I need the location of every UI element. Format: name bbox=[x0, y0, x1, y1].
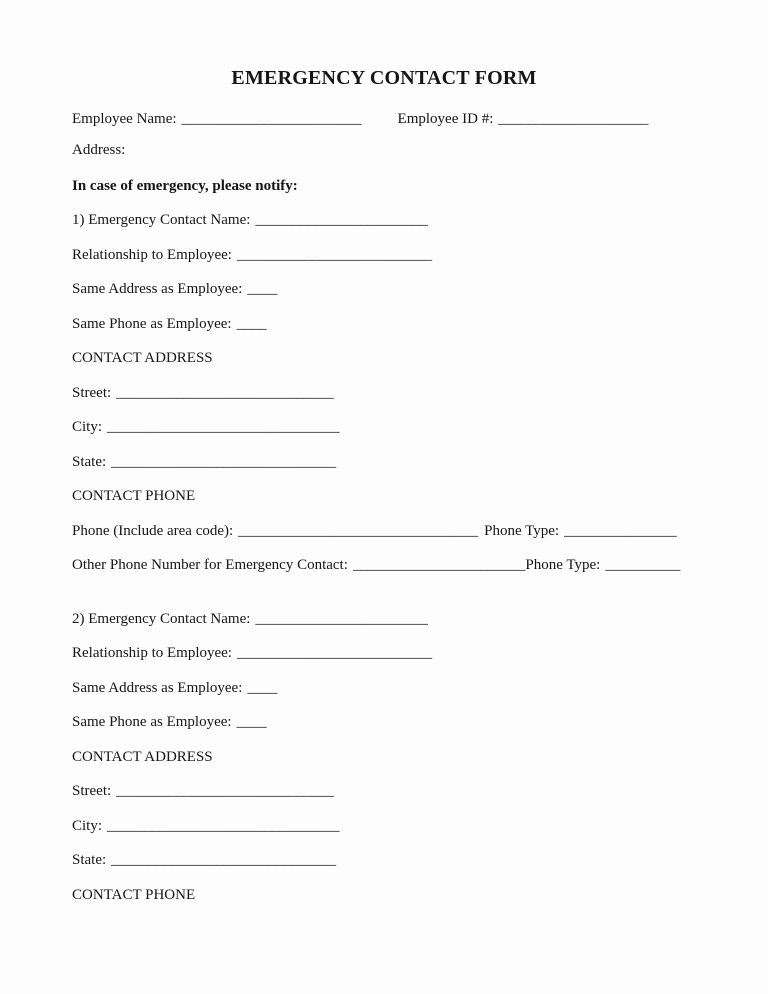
state-row bbox=[72, 445, 708, 480]
contact-phone-heading: CONTACT PHONE bbox=[72, 886, 196, 903]
employee-id-field[interactable]: ____________________ bbox=[498, 111, 649, 127]
same-address-row bbox=[72, 272, 708, 307]
state-field[interactable]: ______________________________ bbox=[111, 852, 337, 868]
contact-name-label: 1) Emergency Contact Name: bbox=[72, 212, 251, 228]
notify-heading: In case of emergency, please notify: bbox=[72, 177, 298, 194]
phone-field[interactable]: ________________________________ bbox=[238, 522, 479, 539]
relationship-field[interactable]: __________________________ bbox=[236, 246, 432, 263]
state-row bbox=[72, 843, 708, 878]
city-row bbox=[72, 809, 708, 844]
contact-name-field[interactable]: _______________________ bbox=[255, 610, 428, 627]
contact-phone-heading: CONTACT PHONE bbox=[72, 488, 196, 504]
contact-name-row bbox=[72, 602, 708, 637]
other-phone-type-field[interactable]: __________ bbox=[605, 557, 681, 573]
same-phone-row bbox=[72, 705, 708, 740]
relationship-row bbox=[72, 636, 708, 671]
employee-address-row bbox=[72, 137, 708, 163]
phone-type-field[interactable]: _______________ bbox=[564, 522, 677, 539]
contact-block-1 bbox=[72, 203, 708, 583]
same-phone-label: Same Phone as Employee: bbox=[72, 714, 232, 730]
street-label: Street: bbox=[72, 783, 112, 799]
street-row bbox=[72, 376, 708, 411]
contact-address-heading: CONTACT ADDRESS bbox=[72, 748, 213, 765]
employee-address-label: Address: bbox=[72, 141, 126, 158]
contact-block-2 bbox=[72, 602, 708, 913]
street-row bbox=[72, 774, 708, 809]
relationship-label: Relationship to Employee: bbox=[72, 645, 232, 661]
same-phone-field[interactable]: ____ bbox=[236, 714, 267, 730]
other-phone-label: Other Phone Number for Emergency Contact: bbox=[72, 557, 348, 573]
state-field[interactable]: ______________________________ bbox=[111, 453, 337, 470]
same-phone-row bbox=[72, 307, 708, 342]
same-address-field[interactable]: ____ bbox=[247, 679, 278, 696]
city-label: City: bbox=[72, 817, 103, 834]
form-title: EMERGENCY CONTACT FORM bbox=[231, 67, 537, 89]
same-address-row bbox=[72, 671, 708, 706]
phone-type-label: Phone Type: bbox=[484, 522, 560, 539]
city-field[interactable]: _______________________________ bbox=[107, 817, 340, 834]
street-field[interactable]: _____________________________ bbox=[116, 384, 334, 401]
relationship-label: Relationship to Employee: bbox=[72, 246, 232, 263]
form-body bbox=[72, 102, 708, 912]
contact-name-row bbox=[72, 203, 708, 238]
street-field[interactable]: _____________________________ bbox=[116, 783, 334, 799]
relationship-row bbox=[72, 238, 708, 273]
same-address-field[interactable]: ____ bbox=[247, 281, 278, 297]
other-phone-field[interactable]: _______________________ bbox=[352, 557, 526, 573]
phone-label: Phone (Include area code): bbox=[72, 522, 234, 539]
employee-name-row bbox=[72, 102, 708, 137]
city-row bbox=[72, 410, 708, 445]
employee-id-label: Employee ID #: bbox=[397, 111, 494, 127]
same-phone-label: Same Phone as Employee: bbox=[72, 315, 232, 332]
same-address-label: Same Address as Employee: bbox=[72, 679, 243, 696]
other-phone-row bbox=[72, 548, 708, 583]
contact-name-label: 2) Emergency Contact Name: bbox=[72, 610, 251, 627]
state-label: State: bbox=[72, 453, 107, 470]
other-phone-type-label: Phone Type: bbox=[525, 557, 601, 573]
street-label: Street: bbox=[72, 384, 112, 401]
employee-name-field[interactable]: ________________________ bbox=[181, 111, 362, 127]
contact-name-field[interactable]: _______________________ bbox=[255, 212, 428, 228]
same-address-label: Same Address as Employee: bbox=[72, 281, 243, 297]
relationship-field[interactable]: __________________________ bbox=[236, 645, 432, 661]
contact-address-heading: CONTACT ADDRESS bbox=[72, 350, 213, 366]
same-phone-field[interactable]: ____ bbox=[236, 315, 267, 332]
state-label: State: bbox=[72, 852, 107, 868]
phone-row bbox=[72, 514, 708, 549]
city-label: City: bbox=[72, 419, 103, 435]
city-field[interactable]: _______________________________ bbox=[107, 419, 340, 435]
employee-name-label: Employee Name: bbox=[72, 111, 177, 127]
